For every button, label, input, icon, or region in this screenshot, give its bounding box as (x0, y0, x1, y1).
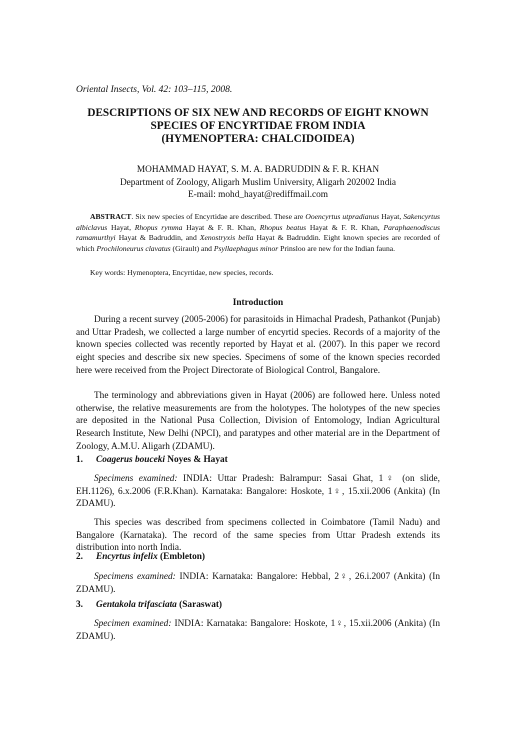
abstract-text: Hayat, (107, 222, 135, 232)
title-line-2: SPECIES OF ENCYRTIDAE FROM INDIA (150, 120, 366, 132)
species-name: Ooencyrtus utpradianus (305, 212, 380, 221)
species-name: Sakencyrtus albiclavus (76, 212, 440, 232)
species-name: Rhopus beatus (259, 222, 307, 232)
journal-citation: Oriental Insects, Vol. 42: 103–115, 2008. (76, 85, 233, 95)
abstract-text: Hayat & F. R. Khan, (306, 222, 384, 232)
species-note: This species was described from specimens collected in Coimbatore (Tamil Nadu) and Bangalore (Karnataka). The record of the same species from Uttar Pradesh extends its distribution into north India. (76, 518, 440, 554)
species-number: 3. (76, 600, 83, 610)
intro-paragraph-2: The terminology and abbreviations given in Hayat (2006) are followed here. Unless noted otherwise, the relative measurements are from the holotypes. The holotypes of the new species are deposited in the National Pusa Collection, Division of Entomology, Indian Agricultural Research Institute, New Delhi (NPCI), and paratypes and other material are in the Department of Zoology, A.M.U. Aligarh (ZDAMU). (76, 391, 440, 452)
specimens-examined (76, 571, 440, 596)
abstract-text: Hayat, (379, 212, 404, 221)
specimens-label: Specimens examined: (94, 572, 176, 582)
paper-title (70, 107, 446, 146)
specimens-examined (76, 618, 440, 643)
species-heading (76, 455, 440, 465)
abstract-text: Hayat & Badruddin, and (115, 233, 200, 242)
abstract-text: . Six new species of Encyrtidae are described. These are (131, 212, 306, 221)
species-name: Rhopus rymma (134, 222, 183, 232)
author-email: E-mail: mohd_hayat@rediffmail.com (187, 190, 329, 200)
species-name: Encyrtus infelix (96, 552, 158, 562)
species-name: Prochiloneurus clavatus (96, 243, 171, 253)
species-heading (76, 552, 440, 562)
specimens-text: INDIA: Karnataka: Bangalore: Hebbal, 2♀, 26.i.2007 (Ankita) (In ZDAMU). (76, 572, 441, 595)
species-name: Gentakola trifasciata (96, 600, 177, 610)
section-heading-introduction: Introduction (232, 298, 284, 308)
species-name: Paraphaenodiscus ramamurthyi (76, 222, 440, 242)
specimens-label: Specimens examined: (94, 474, 178, 484)
specimens-text: INDIA: Karnataka: Bangalore: Hoskote, 1♀, 15.xii.2006 (Ankita) (In ZDAMU). (76, 619, 440, 642)
intro-paragraph-1: During a recent survey (2005-2006) for parasitoids in Himachal Pradesh, Pathankot (Punjab) and Uttar Pradesh, we collected a large number of encyrtid species. Records of a majority of the known species collected was recently reported by Hayat et al. (2007). In this paper we record eight species and describe six new species. Specimens of some of the known species recorded here were received from the Project Directorate of Biological Control, Bangalore. (76, 315, 440, 376)
specimens-examined (76, 473, 440, 511)
species-name: Psyllaephagus minor (213, 243, 279, 253)
species-number: 1. (76, 455, 83, 465)
species-number: 2. (76, 552, 83, 562)
abstract-text: Prinsloo are new for the Indian fauna. (278, 243, 396, 253)
species-author: (Embleton) (157, 552, 205, 562)
specimens-label: Specimen examined: (94, 619, 172, 629)
species-author: Noyes & Hayat (164, 455, 228, 465)
species-name: Xenostryxis bella (199, 233, 254, 242)
author-affiliation: Department of Zoology, Aligarh Muslim University, Aligarh 202002 India (119, 177, 397, 188)
specimens-text: INDIA: Uttar Pradesh: Balrampur: Sasai Ghat, 1♀ (on slide, EH.1126), 6.x.2006 (F.R.Khan). Karnataka: Bangalore: Hoskote, 1♀, 15.xii.2006 (Ankita) (In ZDAMU). (76, 474, 441, 510)
author-names: MOHAMMAD HAYAT, S. M. A. BADRUDDIN & F. R. KHAN (136, 165, 380, 175)
abstract-text: Hayat & F. R. Khan, (182, 222, 260, 232)
title-line-3: (HYMENOPTERA: CHALCIDOIDEA) (161, 133, 355, 145)
abstract (76, 212, 440, 254)
author-block (60, 164, 456, 202)
title-line-1: DESCRIPTIONS OF SIX NEW AND RECORDS OF EIGHT KNOWN (87, 107, 429, 119)
abstract-label: ABSTRACT (90, 212, 132, 221)
species-name: Coagerus bouceki (96, 455, 165, 465)
keywords: Key words: Hymenoptera, Encyrtidae, new species, records. (90, 268, 274, 277)
abstract-text: (Girault) and (170, 243, 214, 253)
species-author: (Saraswat) (176, 600, 223, 610)
species-heading (76, 600, 440, 610)
abstract-text: Hayat & Badruddin. Eight known species are recorded of which (76, 233, 441, 253)
